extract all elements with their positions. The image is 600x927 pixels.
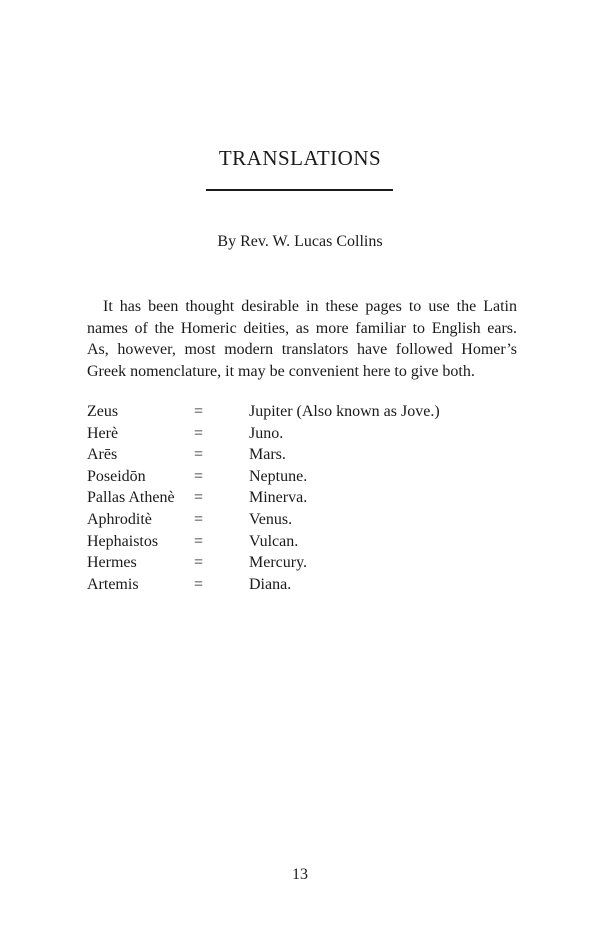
author-byline: By Rev. W. Lucas Collins <box>217 233 383 250</box>
greek-name: Herè <box>87 424 119 442</box>
greek-name: Aphroditè <box>87 510 152 528</box>
greek-name: Hephaistos <box>87 532 159 550</box>
latin-name: Venus. <box>249 510 293 528</box>
equals-sign: = <box>194 403 204 420</box>
table-row <box>87 487 517 509</box>
greek-name: Hermes <box>87 554 137 572</box>
latin-name: Minerva. <box>249 489 308 507</box>
equals-sign: = <box>194 489 204 507</box>
page-number: 13 <box>292 866 308 883</box>
equals-sign: = <box>194 467 204 485</box>
greek-name: Artemis <box>87 575 139 593</box>
equals-sign: = <box>194 575 204 593</box>
latin-name: Diana. <box>249 575 292 593</box>
intro-line: Greek nomenclature, it may be convenient here to give both. <box>87 362 475 380</box>
latin-name: Juno. <box>249 424 284 442</box>
table-row <box>87 531 517 553</box>
greek-name: Arēs <box>87 446 118 464</box>
greek-name: Poseidōn <box>87 467 146 485</box>
latin-name: Jupiter (Also known as Jove.) <box>249 403 440 420</box>
table-row <box>87 444 517 466</box>
intro-paragraph <box>87 296 517 382</box>
table-row <box>87 401 517 423</box>
equals-sign: = <box>194 446 204 464</box>
equals-sign: = <box>194 510 204 528</box>
equals-sign: = <box>194 424 204 442</box>
greek-name: Zeus <box>87 403 119 420</box>
greek-name: Pallas Athenè <box>87 489 175 507</box>
latin-name: Mercury. <box>249 554 308 572</box>
chapter-title: TRANSLATIONS <box>218 146 382 170</box>
table-row <box>87 423 517 445</box>
title-divider <box>206 189 393 191</box>
latin-name: Neptune. <box>249 467 308 485</box>
table-row <box>87 574 517 596</box>
intro-line: It has been thought desirable in these pages to use the Latin <box>103 298 517 315</box>
intro-line: As, however, most modern translators have followed Homer’s <box>87 341 517 358</box>
deity-name-table <box>87 401 517 595</box>
intro-line: names of the Homeric deities, as more familiar to English ears. <box>87 319 517 337</box>
equals-sign: = <box>194 554 204 572</box>
table-row <box>87 509 517 531</box>
equals-sign: = <box>194 532 204 550</box>
latin-name: Vulcan. <box>249 532 299 550</box>
table-row <box>87 466 517 488</box>
table-row <box>87 552 517 574</box>
latin-name: Mars. <box>249 446 286 464</box>
